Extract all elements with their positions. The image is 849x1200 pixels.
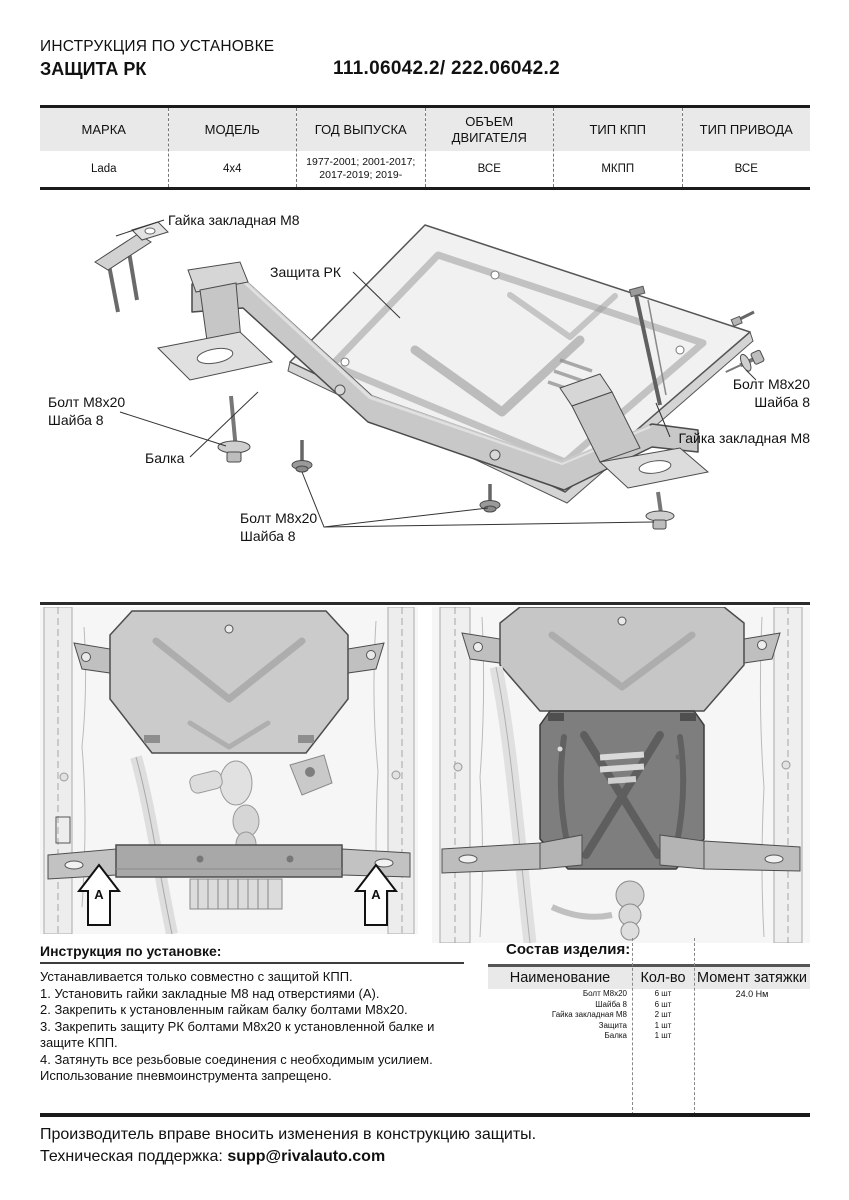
part-name: Болт М8х20 bbox=[582, 989, 627, 998]
column-brand bbox=[40, 108, 169, 187]
label-bolt-right: Болт М8х20 bbox=[732, 376, 810, 392]
part-name: Защита bbox=[598, 1020, 627, 1030]
part-torque: 24.0 Нм bbox=[735, 989, 769, 999]
column-years bbox=[297, 108, 426, 187]
part-qty: 2 шт bbox=[654, 1010, 672, 1019]
instruction-line: 1. Установить гайки закладные М8 над отверстиями (А). bbox=[40, 985, 380, 1001]
column-engine bbox=[426, 108, 555, 187]
bolt-under-beam-center-drawing bbox=[480, 484, 500, 512]
column-gearbox bbox=[554, 108, 683, 187]
cell-brand: Lada bbox=[90, 163, 117, 175]
cell-drive: ВСЕ bbox=[734, 163, 758, 175]
footer-disclaimer: Производитель вправе вносить изменения в конструкцию защиты. bbox=[40, 1126, 537, 1143]
part-qty: 6 шт bbox=[654, 999, 672, 1009]
photo-beam-installed bbox=[40, 607, 418, 934]
cell-years: 1977-2001; 2001-2017; 2017-2019; 2019- bbox=[306, 155, 416, 181]
photo-plate-installed bbox=[432, 607, 810, 943]
column-drive bbox=[683, 108, 811, 187]
parts-heading: Состав изделия: bbox=[506, 941, 631, 958]
left-bracket-drawing bbox=[158, 262, 272, 380]
label-nut-top: Гайка закладная М8 bbox=[168, 212, 300, 228]
parts-table bbox=[488, 967, 810, 1042]
parts-table-header bbox=[488, 967, 810, 989]
part-numbers: 111.06042.2/ 222.06042.2 bbox=[333, 58, 560, 79]
instruction-line: 2. Закрепить к установленным гайкам балку болтами М8х20. bbox=[40, 1002, 408, 1017]
label-washer-bottom: Шайба 8 bbox=[240, 528, 296, 544]
column-model bbox=[169, 108, 298, 187]
bolt-washer-left-drawing bbox=[218, 396, 250, 462]
transfer-case-fins bbox=[190, 879, 282, 909]
cell-gearbox: МКПП bbox=[601, 163, 635, 175]
bolt-plate-corner-drawing bbox=[731, 312, 754, 326]
column-header-gearbox: ТИП КПП bbox=[554, 108, 682, 151]
label-bolt-left: Болт М8х20 bbox=[48, 394, 126, 410]
part-name: Балка bbox=[604, 1031, 627, 1040]
part-qty: 1 шт bbox=[654, 1020, 672, 1030]
document-subtitle: ИНСТРУКЦИЯ ПО УСТАНОВКЕ bbox=[40, 38, 275, 55]
column-header-years: ГОД ВЫПУСКА bbox=[297, 108, 425, 151]
cell-model: 4x4 bbox=[222, 163, 242, 175]
column-header-drive: ТИП ПРИВОДА bbox=[683, 108, 811, 151]
support-label: Техническая поддержка: bbox=[40, 1148, 228, 1165]
embedded-nut-top-drawing bbox=[95, 222, 168, 312]
view-a-letter: A bbox=[94, 887, 104, 902]
cell-engine: ВСЕ bbox=[477, 163, 501, 175]
instruction-line: Устанавливается только совместно с защитой КПП. bbox=[40, 969, 353, 984]
instruction-line: 3. Закрепить защиту РК болтами М8х20 к установленной балке и защите КПП. bbox=[40, 1018, 435, 1050]
label-washer-left: Шайба 8 bbox=[48, 412, 104, 428]
instruction-line: 4. Затянуть все резьбовые соединения с необходимым усилием. bbox=[40, 1051, 433, 1067]
part-qty: 1 шт bbox=[654, 1031, 672, 1040]
view-a-letter: A bbox=[371, 887, 381, 902]
footer-rule bbox=[40, 1113, 810, 1117]
document-title: ЗАЩИТА РК bbox=[40, 59, 147, 79]
column-header-engine: ОБЪЕМ ДВИГАТЕЛЯ bbox=[426, 108, 554, 151]
label-bolt-bottom: Болт М8х20 bbox=[240, 510, 318, 526]
label-beam: Балка bbox=[145, 450, 185, 466]
parts-row bbox=[488, 1000, 810, 1011]
column-header-brand: МАРКА bbox=[40, 108, 168, 151]
footer-support bbox=[40, 1148, 385, 1166]
parts-column-divider bbox=[632, 938, 633, 1115]
bolt-under-beam-left-drawing bbox=[292, 440, 312, 472]
instruction-line: Использование пневмоинструмента запрещено. bbox=[40, 1068, 332, 1083]
part-name: Гайка закладная М8 bbox=[551, 1010, 627, 1019]
support-email: supp@rivalauto.com bbox=[227, 1148, 386, 1165]
part-torque bbox=[694, 1010, 810, 1021]
part-torque bbox=[694, 1000, 810, 1011]
label-washer-right: Шайба 8 bbox=[754, 394, 810, 410]
leader-bolt-bottom-1 bbox=[302, 472, 488, 527]
part-torque bbox=[694, 1021, 810, 1032]
label-plate: Защита РК bbox=[270, 264, 342, 280]
vehicle-fitment-table bbox=[40, 105, 810, 190]
leader-bolt-left bbox=[120, 412, 226, 446]
part-name: Шайба 8 bbox=[595, 999, 627, 1009]
photos-top-rule bbox=[40, 602, 810, 605]
parts-row bbox=[488, 989, 810, 1000]
label-nut-right: Гайка закладная М8 bbox=[678, 430, 810, 446]
parts-col-torque: Момент затяжки bbox=[696, 970, 808, 986]
column-header-model: МОДЕЛЬ bbox=[169, 108, 297, 151]
instructions-heading: Инструкция по установке: bbox=[40, 943, 222, 959]
parts-row bbox=[488, 1010, 810, 1021]
instructions-list bbox=[40, 969, 480, 1085]
leader-bolt-bottom-2 bbox=[324, 522, 654, 527]
parts-row bbox=[488, 1031, 810, 1042]
part-qty: 6 шт bbox=[654, 989, 672, 998]
parts-col-name: Наименование bbox=[509, 970, 611, 986]
parts-row bbox=[488, 1021, 810, 1032]
parts-col-qty: Кол-во bbox=[640, 970, 686, 986]
bolt-washer-under-right-bracket-drawing bbox=[646, 492, 674, 529]
parts-column-divider bbox=[694, 938, 695, 1115]
instructions-rule bbox=[40, 962, 464, 964]
exploded-view-diagram bbox=[40, 200, 810, 600]
part-torque bbox=[694, 1031, 810, 1042]
